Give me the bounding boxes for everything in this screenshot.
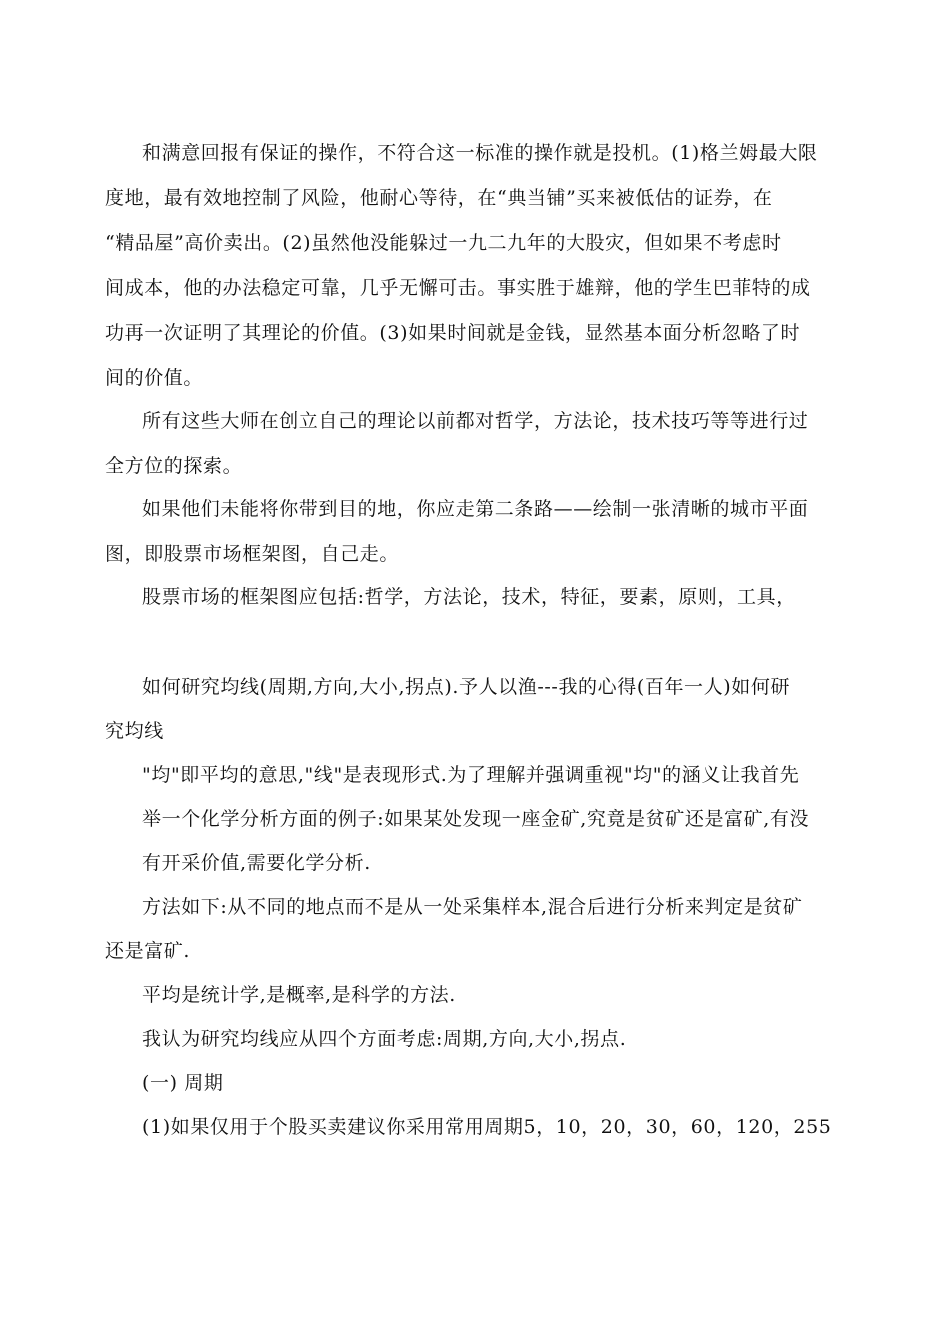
text-line: 举一个化学分析方面的例子:如果某处发现一座金矿,究竟是贫矿还是富矿,有没 bbox=[142, 808, 810, 830]
text-line: 间的价值。 bbox=[105, 367, 204, 389]
text-line: 有开采价值,需要化学分析. bbox=[142, 852, 371, 874]
text-line: 和满意回报有保证的操作，不符合这一标准的操作就是投机。(1)格兰姆最大限 bbox=[142, 142, 818, 164]
text-line: (1)如果仅用于个股买卖建议你采用常用周期5，10，20，30，60，120，255 bbox=[142, 1116, 832, 1138]
text-line: 功再一次证明了其理论的价值。(3)如果时间就是金钱，显然基本面分析忽略了时 bbox=[105, 322, 801, 344]
text-line: 我认为研究均线应从四个方面考虑:周期,方向,大小,拐点. bbox=[142, 1028, 627, 1050]
text-line: 还是富矿. bbox=[105, 940, 191, 962]
section-heading: (一) 周期 bbox=[142, 1072, 224, 1094]
text-line: 如果他们未能将你带到目的地，你应走第二条路——绘制一张清晰的城市平面 bbox=[142, 498, 809, 520]
text-line: 究均线 bbox=[105, 720, 164, 742]
text-line: 间成本，他的办法稳定可靠，几乎无懈可击。事实胜于雄辩，他的学生巴菲特的成 bbox=[105, 277, 811, 299]
text-line: “精品屋”高价卖出。(2)虽然他没能躲过一九二九年的大股灾，但如果不考虑时 bbox=[105, 232, 782, 254]
text-line: 全方位的探索。 bbox=[105, 455, 243, 477]
text-line: 平均是统计学,是概率,是科学的方法. bbox=[142, 984, 456, 1006]
text-line: 度地，最有效地控制了风险，他耐心等待，在“典当铺”买来被低估的证券，在 bbox=[105, 187, 773, 209]
text-line: 方法如下:从不同的地点而不是从一处采集样本,混合后进行分析来判定是贫矿 bbox=[142, 896, 803, 918]
text-line: 图，即股票市场框架图，自己走。 bbox=[105, 543, 400, 565]
text-line: 股票市场的框架图应包括:哲学，方法论，技术，特征，要素，原则，工具， bbox=[142, 586, 796, 608]
text-line: 如何研究均线(周期,方向,大小,拐点).予人以渔---我的心得(百年一人)如何研 bbox=[142, 676, 791, 698]
text-line: "均"即平均的意思,"线"是表现形式.为了理解并强调重视"均"的涵义让我首先 bbox=[142, 764, 800, 786]
text-line: 所有这些大师在创立自己的理论以前都对哲学，方法论，技术技巧等等进行过 bbox=[142, 410, 809, 432]
